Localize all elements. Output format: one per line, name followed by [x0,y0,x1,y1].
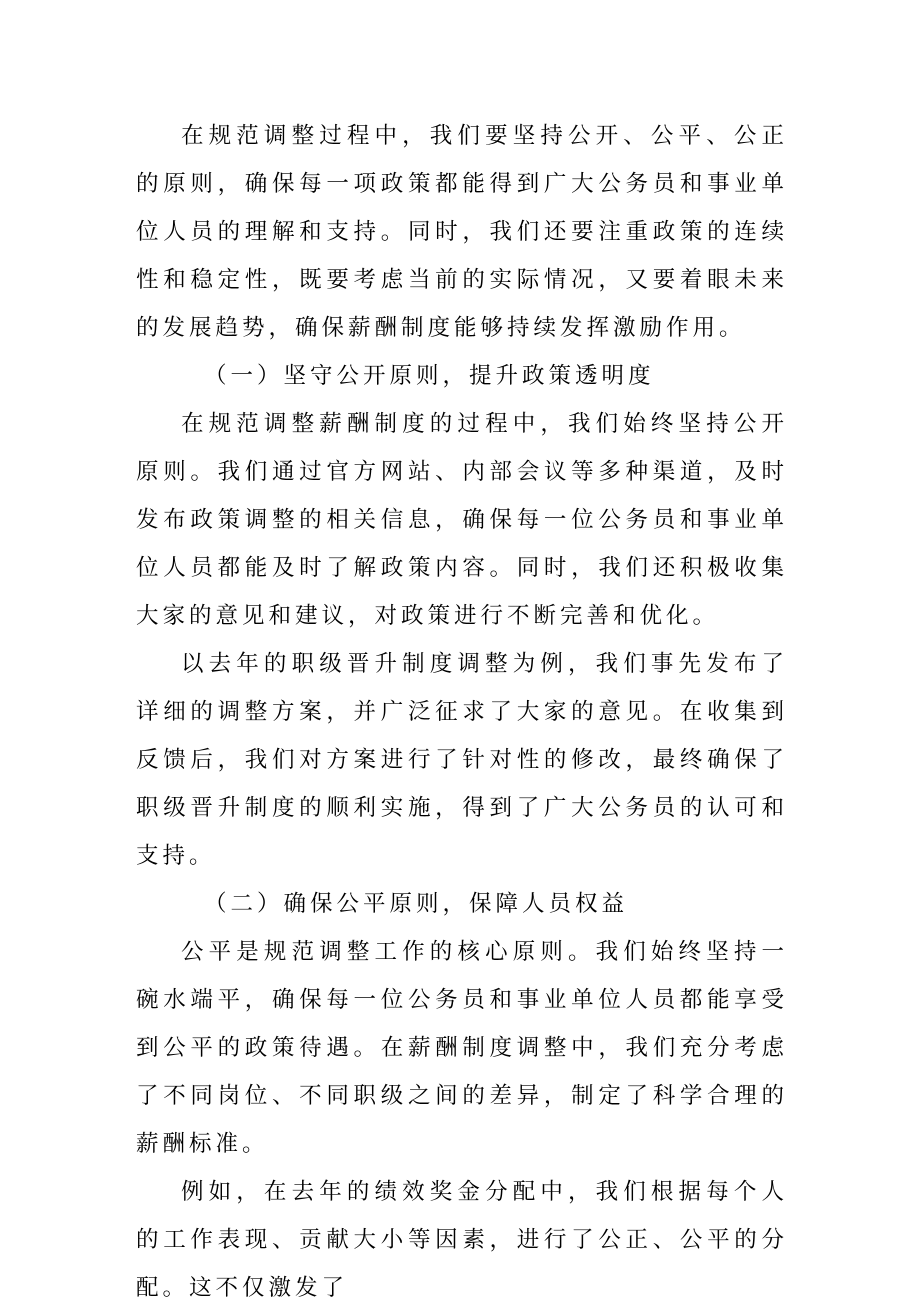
section-heading-1: （一）坚守公开原则，提升政策透明度 [204,363,655,389]
paragraph-bonus-example: 例如，在去年的绩效奖金分配中，我们根据每个人的工作表现、贡献大小等因素，进行了公正、公平的分配。这不仅激发了 [136,1179,788,1301]
paragraph-fairness: 公平是规范调整工作的核心原则。我们始终坚持一碗水端平，确保每一位公务员和事业单位人员都能享受到公平的政策待遇。在薪酬制度调整中，我们充分考虑了不同岗位、不同职级之间的差异，制定了科学合理的薪酬标准。 [136,939,788,1157]
section-heading-2: （二）确保公平原则，保障人员权益 [204,891,629,917]
paragraph-openness: 在规范调整薪酬制度的过程中，我们始终坚持公开原则。我们通过官方网站、内部会议等多种渠道，及时发布政策调整的相关信息，确保每一位公务员和事业单位人员都能及时了解政策内容。同时，我们还积极收集大家的意见和建议，对政策进行不断完善和优化。 [136,411,788,629]
paragraph-intro: 在规范调整过程中，我们要坚持公开、公平、公正的原则，确保每一项政策都能得到广大公务员和事业单位人员的理解和支持。同时，我们还要注重政策的连续性和稳定性，既要考虑当前的实际情况，又要着眼未来的发展趋势，确保薪酬制度能够持续发挥激励作用。 [136,123,788,341]
paragraph-promotion-example: 以去年的职级晋升制度调整为例，我们事先发布了详细的调整方案，并广泛征求了大家的意见。在收集到反馈后，我们对方案进行了针对性的修改，最终确保了职级晋升制度的顺利实施，得到了广大公务员的认可和支持。 [136,651,788,869]
document-body [136,112,788,1312]
